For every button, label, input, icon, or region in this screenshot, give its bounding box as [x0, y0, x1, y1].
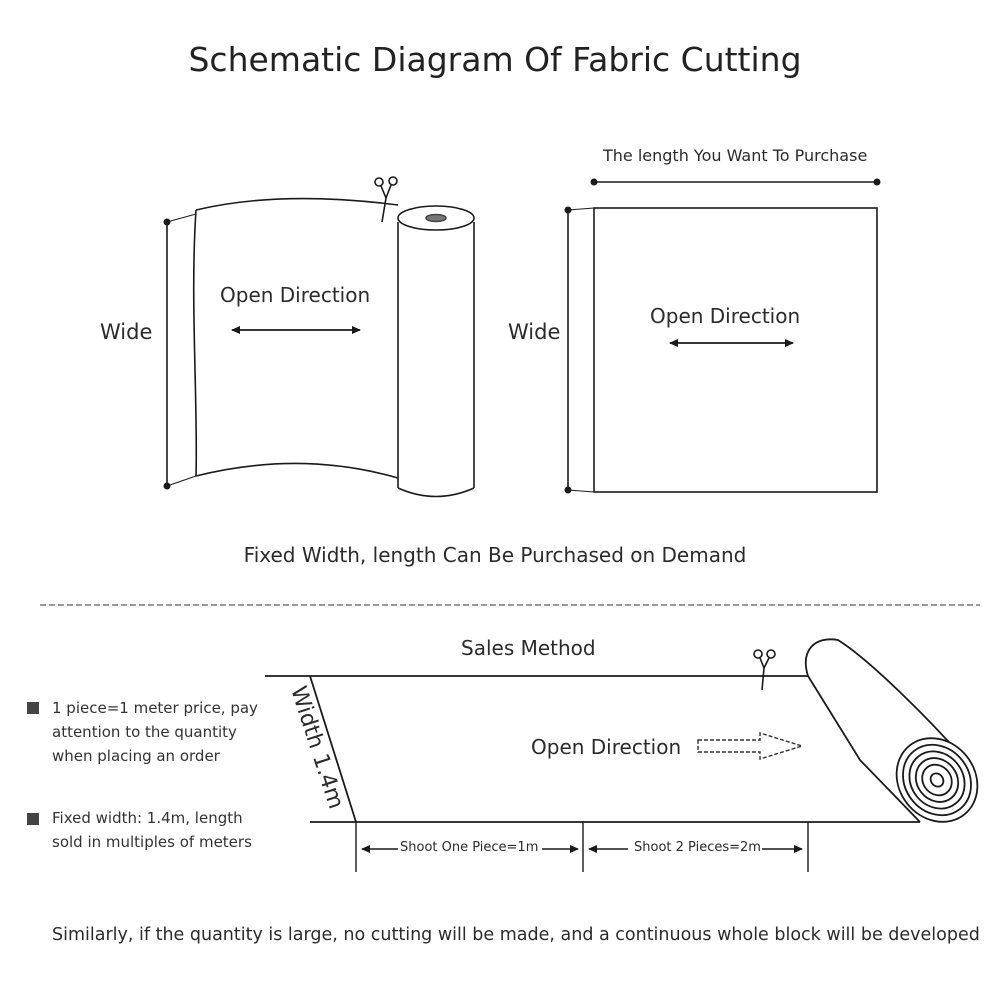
fabric-panel-diagram-right [568, 182, 877, 492]
shoot-one-piece-label: Shoot One Piece=1m [400, 840, 539, 855]
bullet-square-icon [27, 702, 39, 714]
fabric-roll-diagram-left [167, 199, 474, 497]
sales-note: Fixed width: 1.4m, length sold in multiples of meters [52, 809, 252, 851]
shoot-two-pieces-label: Shoot 2 Pieces=2m [634, 840, 761, 855]
fixed-width-caption: Fixed Width, length Can Be Purchased on Demand [243, 543, 747, 567]
dimension-dot [591, 179, 598, 186]
wide-label-right: Wide [508, 320, 561, 344]
footer-note: Similarly, if the quantity is large, no cutting will be made, and a continuous whole block will be developed [52, 925, 980, 945]
length-purchase-label: The length You Want To Purchase [603, 146, 868, 165]
sales-method-heading: Sales Method [461, 636, 596, 660]
scissors-icon [375, 177, 397, 222]
page-title: Schematic Diagram Of Fabric Cutting [188, 40, 802, 79]
dimension-dot [565, 487, 572, 494]
dimension-dot [565, 207, 572, 214]
open-direction-dashed-arrow [698, 733, 802, 759]
open-direction-label-right: Open Direction [650, 304, 801, 328]
open-direction-label-left: Open Direction [220, 283, 371, 307]
open-direction-label-bottom: Open Direction [531, 735, 682, 759]
width-label: Width 1.4m [285, 683, 349, 813]
scissors-icon [754, 650, 775, 690]
bullet-square-icon [27, 813, 39, 825]
wide-label-left: Wide [100, 320, 153, 344]
sales-note: 1 piece=1 meter price, pay attention to the quantity when placing an order [52, 699, 258, 765]
dimension-dot [164, 483, 171, 490]
dimension-dot [874, 179, 881, 186]
dimension-dot [164, 219, 171, 226]
